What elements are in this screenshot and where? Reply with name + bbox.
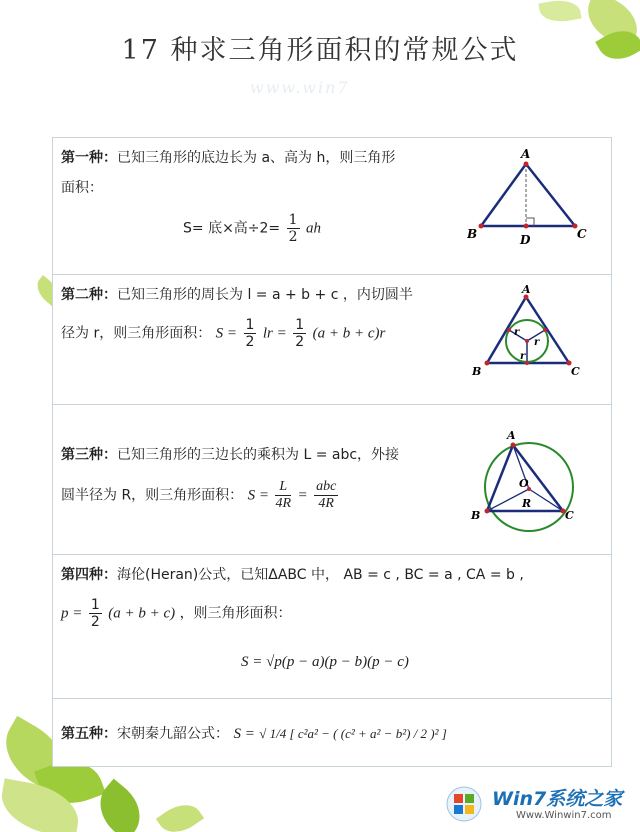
- section-2: [53, 275, 611, 405]
- watermark-url: Www.Winwin7.com: [516, 810, 612, 821]
- faint-background-text: www.win7: [250, 78, 350, 97]
- section-3-line-1: [61, 445, 399, 466]
- section-label: 第三种：: [61, 447, 117, 463]
- vertex-label: C: [565, 509, 574, 522]
- formula-text: =: [297, 487, 308, 504]
- windows-logo-icon: [446, 786, 482, 822]
- formula-text: (a + b + c)r: [312, 325, 386, 342]
- formula-text: S =: [247, 487, 270, 504]
- section-2-line-2: [61, 317, 385, 350]
- fraction: $\frac{1}{2}$: [245, 317, 255, 351]
- fraction: $\frac{L}{4R}$: [275, 479, 292, 512]
- vertex-label: A: [521, 147, 531, 161]
- section-3: [53, 405, 611, 555]
- radius-label: r: [514, 327, 520, 338]
- vertex-label: B: [472, 365, 482, 378]
- fraction: $\frac{1}{2}$: [288, 212, 298, 246]
- section-text: ，则三角形面积：: [179, 605, 292, 622]
- section-text: 已知三角形的底边长为 a、高为 h，则三角形: [117, 150, 396, 166]
- section-text: 海伦(Heran)公式，已知ΔABC 中， AB = c , BC = a , CA = b ,: [117, 567, 524, 583]
- fraction: $\frac{1}{2}$: [90, 597, 100, 631]
- leaf-decoration: [156, 796, 204, 832]
- formula-text: S =: [233, 726, 255, 742]
- formula-text: (a + b + c): [108, 605, 176, 622]
- section-3-line-2: [61, 479, 340, 512]
- watermark: [446, 780, 640, 832]
- formula-card: [52, 137, 612, 767]
- vertex-label: D: [520, 233, 531, 247]
- section-4: [53, 555, 611, 699]
- page-title: 17 种求三角形面积的常规公式: [121, 35, 519, 66]
- section-1-line-1: [61, 148, 395, 169]
- section-label: 第四种：: [61, 567, 117, 583]
- vertex-label: A: [522, 283, 531, 296]
- vertex-label: B: [467, 227, 478, 241]
- radius-label: r: [534, 337, 540, 348]
- leaf-decoration: [538, 0, 581, 25]
- vertex-label: A: [507, 429, 516, 442]
- section-4-line-2: [61, 597, 292, 630]
- section-text: 宋朝秦九韶公式：: [117, 726, 229, 742]
- section-5: [53, 699, 611, 768]
- section-text: 径为 r，则三角形面积：: [61, 325, 212, 342]
- vertex-label: C: [577, 227, 587, 241]
- triangle-height-diagram: [467, 146, 597, 256]
- fraction: $\frac{\text{abc}}{4R}$: [316, 479, 337, 512]
- section-text: 已知三角形的周长为 l = a + b + c ，内切圆半: [117, 287, 413, 303]
- incircle-diagram: [467, 283, 597, 393]
- section-5-line-1: [61, 723, 447, 746]
- formula-text: lr =: [262, 325, 287, 342]
- section-1: [53, 138, 611, 275]
- vertex-label: C: [571, 365, 580, 378]
- section-label: 第一种：: [61, 150, 117, 166]
- fraction: $\frac{1}{2}$: [295, 317, 305, 351]
- section-label: 第五种：: [61, 726, 117, 742]
- radius-label: r: [520, 351, 526, 362]
- section-4-line-1: [61, 565, 524, 586]
- formula-text: ah: [306, 220, 321, 237]
- heron-formula: S = √p(p − a)(p − b)(p − c): [241, 654, 409, 670]
- section-text: 圆半径为 R，则三角形面积：: [61, 487, 244, 504]
- qin-formula: √ 1/4 [ c²a² − ( (c² + a² − b²) / 2 )² ]: [259, 726, 447, 741]
- circumcircle-diagram: [467, 427, 597, 537]
- formula-text: p =: [61, 605, 83, 622]
- watermark-brand: Win7系统之家: [492, 788, 623, 810]
- section-2-line-1: [61, 285, 413, 306]
- vertex-label: B: [471, 509, 481, 522]
- formula-text: S= 底×高÷2=: [183, 220, 281, 237]
- section-1-line-2: 面积：: [61, 180, 103, 196]
- section-label: 第二种：: [61, 287, 117, 303]
- center-label: O: [519, 477, 529, 490]
- section-1-formula: [183, 212, 321, 245]
- formula-text: S =: [215, 325, 238, 342]
- radius-label: R: [522, 497, 532, 510]
- section-text: 已知三角形的三边长的乘积为 L = abc，外接: [117, 447, 400, 463]
